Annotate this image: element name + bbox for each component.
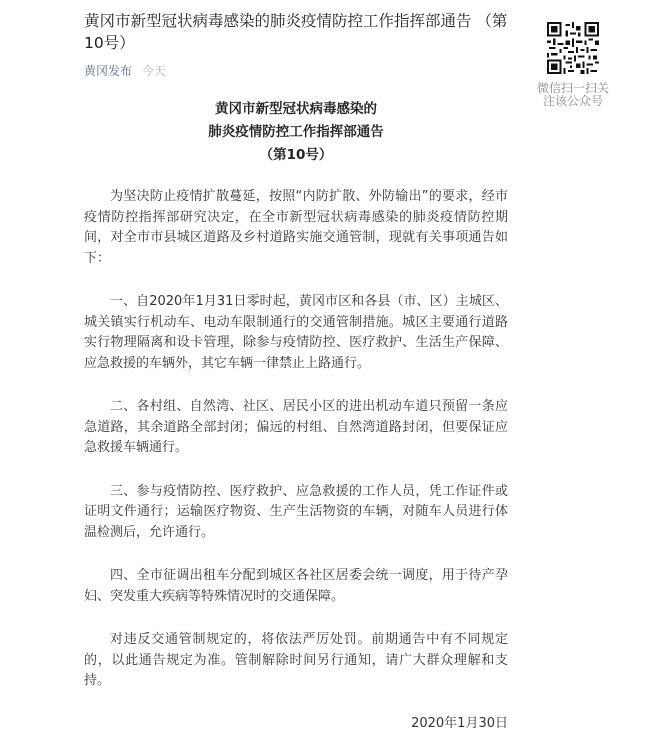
clause-paragraph: 三、参与疫情防控、医疗救护、应急救援的工作人员，凭工作证件或证明文件通行；运输医疗物资、生产生活物资的车辆，对随车人员进行体温检测后，允许通行。 [84, 483, 508, 540]
article-meta [84, 62, 508, 80]
qr-code-icon [547, 22, 599, 74]
publish-time: 今天 [141, 64, 166, 78]
notice-heading [84, 98, 508, 167]
notice-date: 2020年1月30日 [411, 715, 508, 731]
notice-heading-line: 肺炎疫情防控工作指挥部通告 [208, 124, 384, 140]
clause-paragraph: 一、自2020年1月31日零时起，黄冈市区和各县（市、区）主城区、城关镇实行机动车、电动车限制通行的交通管制措施。城区主要通行道路实行物理隔离和设卡管理，除参与疫情防控、医疗救护、生活生产保障、应急救援的车辆外，其它车辆一律禁止上路通行。 [84, 294, 508, 371]
closing-paragraph: 对违反交通管制规定的，将依法严厉处罚。前期通告中有不同规定的，以此通告规定为准。管制解除时间另行通知，请广大群众理解和支持。 [84, 632, 508, 688]
qr-caption: 微信扫一扫关注该公众号 [536, 81, 609, 108]
article [84, 10, 508, 734]
clause-paragraph: 四、全市征调出租车分配到城区各社区居委会统一调度，用于待产孕妇、突发重大疾病等特殊情况时的交通保障。 [84, 568, 508, 604]
notice-heading-line: 黄冈市新型冠状病毒感染的 [215, 101, 377, 117]
notice-number: （第10号） [259, 147, 333, 163]
article-title: 黄冈市新型冠状病毒感染的肺炎疫情防控工作指挥部通告 （第10号） [84, 12, 508, 52]
account-name-link[interactable]: 黄冈发布 [84, 64, 133, 78]
intro-paragraph: 为坚决防止疫情扩散蔓延，按照“内防扩散、外防输出”的要求，经市疫情防控指挥部研究决定，在全市新型冠状病毒感染的肺炎疫情防控期间，对全市市县城区道路及乡村道路实施交通管制，现就有关事项通告如下： [84, 189, 508, 266]
clause-paragraph: 二、各村组、自然湾、社区、居民小区的进出机动车道只预留一条应急道路，其余道路全部封闭；偏远的村组、自然湾道路封闭，但要保证应急救援车辆通行。 [84, 399, 508, 455]
qr-follow-box [533, 22, 613, 108]
